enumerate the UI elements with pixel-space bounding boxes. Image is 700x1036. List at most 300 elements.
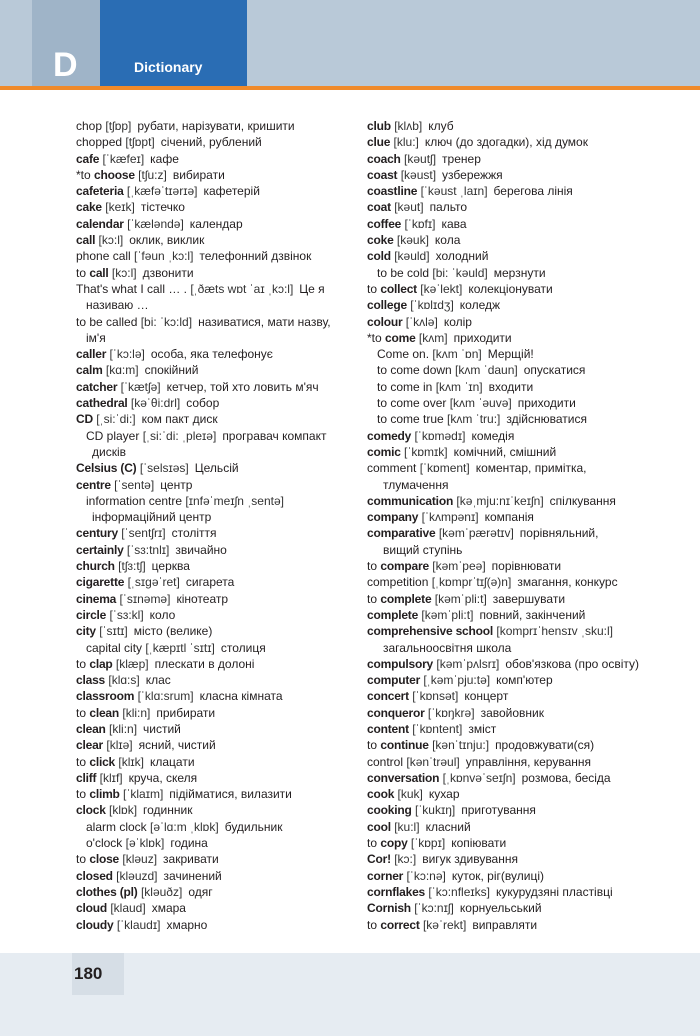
headword: Cor! — [367, 852, 391, 867]
dictionary-entry — [367, 754, 657, 770]
translation: завершувати — [492, 591, 566, 606]
dictionary-entry — [76, 314, 360, 330]
dictionary-entry — [76, 672, 360, 688]
dictionary-entry — [367, 525, 657, 541]
entry-text: to come over — [377, 396, 450, 411]
translation: коледж — [459, 298, 501, 313]
translation: комедія — [471, 428, 515, 443]
entry-text: to — [76, 705, 90, 720]
headword: circle — [76, 607, 107, 622]
translation: приходити — [517, 396, 576, 411]
dictionary-entry — [76, 248, 360, 264]
phonetic: [kəmˈpærətɪv] — [435, 526, 514, 541]
translation: столиця — [220, 640, 266, 655]
phonetic: [ˈkukɪŋ] — [411, 803, 456, 818]
headword: clock — [76, 803, 106, 818]
entry-text: to — [76, 787, 90, 802]
phonetic: [kəuld] — [390, 249, 430, 264]
phonetic: [ˈkɔ:lə] — [106, 347, 145, 362]
phonetic: [ˈkɒntent] — [408, 721, 463, 736]
headword: come — [385, 330, 416, 345]
headword: call — [76, 233, 96, 248]
dictionary-entry — [76, 281, 360, 297]
translation: закривати — [163, 852, 219, 867]
dictionary-entry — [76, 900, 360, 916]
translation: хмара — [151, 901, 186, 916]
translation: Це я — [299, 281, 325, 296]
phonetic: [kli:n] — [105, 721, 138, 736]
headword: coach — [367, 151, 401, 166]
phonetic: [ˈkɒpɪ] — [407, 836, 446, 851]
headword: class — [76, 673, 106, 688]
translation: Цельсій — [194, 461, 239, 476]
dictionary-entry — [76, 705, 360, 721]
entry-text: phone call — [76, 249, 135, 264]
phonetic: [kləuz] — [119, 852, 158, 867]
entry-text: *to — [76, 167, 95, 182]
dictionary-entry — [367, 167, 657, 183]
translation: особа, яка телефонує — [150, 347, 273, 362]
entry-text: to — [367, 738, 381, 753]
dictionary-entry — [367, 411, 657, 427]
phonetic: [kɑ:m] — [102, 363, 139, 378]
phonetic: [kʌm ˈəuvə] — [449, 396, 512, 411]
dictionary-entry — [76, 607, 360, 623]
dictionary-entry — [76, 379, 360, 395]
translation: кетчер, той хто ловить м'яч — [166, 379, 319, 394]
dictionary-entry — [367, 688, 657, 704]
headword: close — [89, 852, 120, 867]
entry-text: chopped — [76, 135, 126, 150]
translation: круча, скеля — [128, 770, 198, 785]
dictionary-entry — [367, 281, 657, 297]
headword: Cornish — [367, 901, 411, 916]
dictionary-entry — [367, 428, 657, 444]
dictionary-entry — [76, 558, 360, 574]
entry-text: Come on. — [377, 347, 433, 362]
headword: comic — [367, 444, 401, 459]
translation: кава — [441, 216, 467, 231]
phonetic: [kʌm ˈtru:] — [447, 412, 501, 427]
entry-text: to — [367, 836, 381, 851]
dictionary-entry — [367, 900, 657, 916]
section-letter: D — [53, 46, 78, 84]
dictionary-entry — [367, 542, 657, 558]
dictionary-entry — [367, 721, 657, 737]
entry-text: to come true — [377, 412, 448, 427]
translation: концерт — [464, 689, 509, 704]
translation: кінотеатр — [176, 591, 229, 606]
translation: комп'ютер — [496, 673, 553, 688]
dictionary-entry — [76, 232, 360, 248]
entry-text: *to — [367, 330, 386, 345]
phonetic: [kəutʃ] — [400, 151, 437, 166]
headword: conqueror — [367, 705, 425, 720]
dictionary-entry — [367, 509, 657, 525]
dictionary-entry — [76, 868, 360, 884]
translation: вищий ступінь — [383, 542, 463, 557]
headword: club — [367, 119, 391, 133]
translation: мерзнути — [493, 265, 546, 280]
headword: choose — [94, 167, 135, 182]
dictionary-entry — [76, 525, 360, 541]
headword: content — [367, 721, 409, 736]
entry-text: alarm clock — [86, 819, 151, 834]
translation: собор — [186, 396, 220, 411]
headword: clean — [76, 721, 106, 736]
dictionary-entry — [367, 705, 657, 721]
translation: тістечко — [140, 200, 185, 215]
dictionary-entry — [76, 737, 360, 753]
translation: хмарно — [166, 917, 208, 932]
translation: будильник — [224, 819, 283, 834]
headword: cliff — [76, 770, 97, 785]
translation: зміст — [468, 721, 497, 736]
phonetic: [kli:n] — [119, 705, 151, 720]
phonetic: [ˌsɪgəˈret] — [124, 575, 180, 590]
dictionary-entry — [76, 151, 360, 167]
headword: century — [76, 526, 118, 541]
translation: загальноосвітня школа — [383, 640, 512, 655]
phonetic: [ˈkɔ:nə] — [403, 868, 446, 883]
translation: холодний — [435, 249, 489, 264]
dictionary-column-right — [367, 118, 657, 933]
dictionary-entry — [76, 199, 360, 215]
translation: ком пакт диск — [141, 412, 218, 427]
phonetic: [ˌkəmˈpju:tə] — [420, 673, 491, 688]
phonetic: [kəmˈpli:t] — [431, 591, 487, 606]
dictionary-entry — [367, 574, 657, 590]
dictionary-entry — [76, 917, 360, 933]
page-title: Dictionary — [134, 59, 203, 75]
translation: обов'язкова (про освіту) — [505, 656, 640, 671]
dictionary-entry — [76, 444, 360, 460]
headword: CD — [76, 412, 93, 427]
phonetic: [tʃɒpt] — [125, 135, 155, 150]
translation: сигарета — [185, 575, 235, 590]
headword: cinema — [76, 591, 117, 606]
translation: церква — [151, 559, 190, 574]
phonetic: [ˈkɒmədɪ] — [411, 428, 466, 443]
dictionary-entry — [367, 265, 657, 281]
dictionary-entry — [76, 134, 360, 150]
headword: call — [89, 265, 109, 280]
header-divider — [0, 86, 700, 90]
dictionary-entry — [76, 754, 360, 770]
headword: cold — [367, 249, 391, 264]
phonetic: [ˌkæpɪtl ˈsɪtɪ] — [145, 640, 215, 655]
phonetic: [ˈkɒŋkrə] — [424, 705, 475, 720]
entry-text: information centre — [86, 493, 186, 508]
headword: cloud — [76, 901, 107, 916]
phonetic: [ˌðæts wɒt ˈaɪ ˌkɔ:l] — [190, 281, 294, 296]
translation: копіювати — [451, 836, 507, 851]
headword: closed — [76, 868, 113, 883]
phonetic: [klɑ:s] — [105, 673, 140, 688]
translation: місто (велике) — [133, 624, 213, 639]
phonetic: [kʌm ˈɒn] — [432, 347, 482, 362]
headword: clear — [76, 738, 104, 753]
dictionary-entry — [367, 134, 657, 150]
entry-text: to — [76, 852, 90, 867]
dictionary-entry — [76, 509, 360, 525]
phonetic: [klɪk] — [115, 754, 144, 769]
dictionary-entry — [367, 868, 657, 884]
headword: cornflakes — [367, 884, 426, 899]
phonetic: [ˈkɒnsət] — [408, 689, 459, 704]
translation: дзвонити — [142, 265, 194, 280]
dictionary-entry — [367, 835, 657, 851]
dictionary-entry — [367, 737, 657, 753]
translation: спокійний — [144, 363, 199, 378]
dictionary-entry — [76, 819, 360, 835]
dictionary-entry — [76, 183, 360, 199]
headword: church — [76, 559, 115, 574]
phonetic: [ɪnfəˈmeɪʃn ˌsentə] — [185, 493, 284, 508]
phonetic: [ˈkəust ˌlaɪn] — [417, 184, 488, 199]
phonetic: [klʌb] — [390, 119, 423, 133]
dictionary-entry — [76, 640, 360, 656]
dictionary-entry — [367, 444, 657, 460]
dictionary-entry — [76, 623, 360, 639]
phonetic: [ˈklaudɪ] — [113, 917, 161, 932]
translation: корнуельський — [459, 901, 542, 916]
headword: continue — [380, 738, 429, 753]
headword: climb — [89, 787, 120, 802]
dictionary-entry — [76, 835, 360, 851]
headword: copy — [380, 836, 408, 851]
translation: прибирати — [156, 705, 216, 720]
headword: coke — [367, 233, 394, 248]
phonetic: [komprɪˈhensɪv ˌsku:l] — [493, 624, 613, 639]
dictionary-entry — [76, 786, 360, 802]
headword: coastline — [367, 184, 418, 199]
headword: colour — [367, 314, 403, 329]
translation: тлумачення — [383, 477, 449, 492]
dictionary-entry — [367, 232, 657, 248]
translation: січений, рублений — [160, 135, 262, 150]
phonetic: [kənˈtrəul] — [406, 754, 460, 769]
translation: годинник — [143, 803, 193, 818]
dictionary-entry — [76, 428, 360, 444]
phonetic: [ˈsɜ:kl] — [106, 607, 144, 622]
translation: змагання, конкурс — [517, 575, 618, 590]
translation: коментар, примітка, — [475, 461, 587, 476]
dictionary-entry — [367, 786, 657, 802]
phonetic: [keɪk] — [101, 200, 135, 215]
translation: розмова, бесіда — [521, 770, 611, 785]
phonetic: [ku:l] — [390, 819, 420, 834]
phonetic: [ˈkæfeɪ] — [99, 151, 145, 166]
phonetic: [ˈkɔ:nfleɪks] — [425, 884, 490, 899]
dictionary-entry — [367, 851, 657, 867]
dictionary-entry — [76, 265, 360, 281]
translation: пальто — [429, 200, 468, 215]
dictionary-entry — [367, 591, 657, 607]
dictionary-entry — [367, 770, 657, 786]
phonetic: [ˌsi:ˈdi: ˌpleɪə] — [142, 428, 217, 443]
dictionary-entry — [367, 656, 657, 672]
dictionary-entry — [76, 477, 360, 493]
phonetic: [ˈkætʃə] — [117, 379, 161, 394]
dictionary-entry — [367, 118, 657, 134]
translation: зачинений — [163, 868, 222, 883]
phonetic: [ˈkɒlɪdʒ] — [406, 298, 454, 313]
phonetic: [kəˈθi:drl] — [127, 396, 181, 411]
translation: інформаційний центр — [92, 510, 212, 525]
dictionary-entry — [76, 884, 360, 900]
phonetic: [ˈkɒment] — [419, 461, 470, 476]
phonetic: [bi: ˈkɔ:ld] — [140, 314, 193, 329]
dictionary-entry — [367, 379, 657, 395]
dictionary-entry — [367, 884, 657, 900]
headword: calendar — [76, 216, 124, 231]
translation: одяг — [188, 884, 213, 899]
phonetic: [ˈklɑ:srum] — [134, 689, 194, 704]
dictionary-entry — [76, 411, 360, 427]
phonetic: [kəmˈpeə] — [428, 559, 486, 574]
entry-text: o'clock — [86, 836, 126, 851]
phonetic: [tʃɜ:tʃ] — [114, 559, 146, 574]
dictionary-entry — [367, 558, 657, 574]
translation: кафетерій — [203, 184, 260, 199]
phonetic: [klɪə] — [103, 738, 133, 753]
translation: колір — [443, 314, 472, 329]
headword: cathedral — [76, 396, 128, 411]
phonetic: [tʃɒp] — [105, 119, 132, 133]
headword: city — [76, 624, 96, 639]
headword: comparative — [367, 526, 436, 541]
headword: conversation — [367, 770, 440, 785]
translation: називаю … — [86, 298, 149, 313]
translation: плескати в долоні — [154, 656, 255, 671]
dictionary-entry — [76, 574, 360, 590]
phonetic: [kəut] — [390, 200, 424, 215]
entry-text: chop — [76, 119, 106, 133]
phonetic: [kəˌmju:nɪˈkeɪʃn] — [453, 493, 544, 508]
phonetic: [kɔ:l] — [108, 265, 137, 280]
translation: берегова лінія — [493, 184, 573, 199]
translation: вигук здивування — [422, 852, 518, 867]
translation: клуб — [428, 119, 454, 133]
headword: cloudy — [76, 917, 114, 932]
dictionary-entry — [367, 917, 657, 933]
translation: звичайно — [175, 542, 227, 557]
phonetic: [kɔ:] — [390, 852, 417, 867]
phonetic: [ˈselsɪəs] — [136, 461, 189, 476]
entry-text: CD player — [86, 428, 143, 443]
translation: класна кімната — [199, 689, 283, 704]
phonetic: [kɔ:l] — [95, 233, 124, 248]
translation: Мерщій! — [487, 347, 534, 362]
headword: compare — [380, 559, 429, 574]
translation: кафе — [150, 151, 179, 166]
phonetic: [klu:] — [390, 135, 419, 150]
headword: cafe — [76, 151, 100, 166]
translation: повний, закінчений — [479, 607, 586, 622]
dictionary-entry — [367, 640, 657, 656]
entry-text: to be called — [76, 314, 141, 329]
translation: століття — [171, 526, 217, 541]
headword: complete — [367, 607, 419, 622]
translation: програвач компакт — [222, 428, 327, 443]
translation: входити — [488, 379, 534, 394]
headword: coat — [367, 200, 391, 215]
translation: оклик, виклик — [129, 233, 205, 248]
translation: ясний, чистий — [138, 738, 216, 753]
phonetic: [ˈkʌlə] — [402, 314, 438, 329]
dictionary-entry — [76, 591, 360, 607]
translation: колекціонувати — [468, 281, 553, 296]
phonetic: [ˌkɒnvəˈseɪʃn] — [439, 770, 516, 785]
phonetic: [ˈklaɪm] — [119, 787, 164, 802]
phonetic: [ˈsɜ:tnlɪ] — [123, 542, 170, 557]
headword: coast — [367, 167, 398, 182]
translation: куток, ріг(вулиці) — [451, 868, 544, 883]
dictionary-entry — [367, 623, 657, 639]
phonetic: [kləuzd] — [112, 868, 158, 883]
headword: clothes (pl) — [76, 884, 138, 899]
phonetic: [klɪf] — [96, 770, 123, 785]
translation: рубати, нарізувати, кришити — [137, 119, 295, 133]
translation: чистий — [143, 721, 181, 736]
headword: cook — [367, 787, 395, 802]
entry-text: to — [367, 281, 381, 296]
dictionary-entry — [76, 656, 360, 672]
dictionary-entry — [76, 346, 360, 362]
entry-text: to — [76, 656, 90, 671]
phonetic: [ˌkæfəˈtɪərɪə] — [123, 184, 198, 199]
phonetic: [kʌm ˈdaun] — [455, 363, 518, 378]
phonetic: [kəuk] — [393, 233, 429, 248]
dictionary-entry — [76, 721, 360, 737]
entry-text: to — [367, 591, 381, 606]
translation: спілкування — [549, 493, 616, 508]
headword: clean — [89, 705, 120, 720]
translation: узбережжя — [442, 167, 503, 182]
headword: concert — [367, 689, 409, 704]
dictionary-column-left — [76, 118, 360, 933]
headword: caller — [76, 347, 107, 362]
entry-text: to — [76, 265, 90, 280]
translation: ключ (до здогадки), хід думок — [424, 135, 588, 150]
headword: catcher — [76, 379, 118, 394]
dictionary-entry — [76, 216, 360, 232]
dictionary-entry — [367, 199, 657, 215]
translation: кола — [434, 233, 461, 248]
headword: cooking — [367, 803, 412, 818]
dictionary-entry — [76, 167, 360, 183]
phonetic: [ˈsɪnəmə] — [116, 591, 171, 606]
phonetic: [bi: ˈkəuld] — [432, 265, 488, 280]
entry-text: to be cold — [377, 265, 433, 280]
phonetic: [ˈkɒfɪ] — [401, 216, 436, 231]
headword: cafeteria — [76, 184, 124, 199]
headword: compulsory — [367, 656, 434, 671]
translation: приходити — [453, 330, 512, 345]
translation: коло — [149, 607, 176, 622]
headword: cool — [367, 819, 391, 834]
phonetic: [klæp] — [112, 656, 149, 671]
headword: certainly — [76, 542, 124, 557]
dictionary-entry — [367, 362, 657, 378]
entry-text: control — [367, 754, 407, 769]
translation: завойовник — [480, 705, 544, 720]
entry-text: to — [367, 917, 381, 932]
dictionary-entry — [76, 297, 360, 313]
phonetic: [kʌm ˈɪn] — [435, 379, 483, 394]
dictionary-entry — [76, 362, 360, 378]
